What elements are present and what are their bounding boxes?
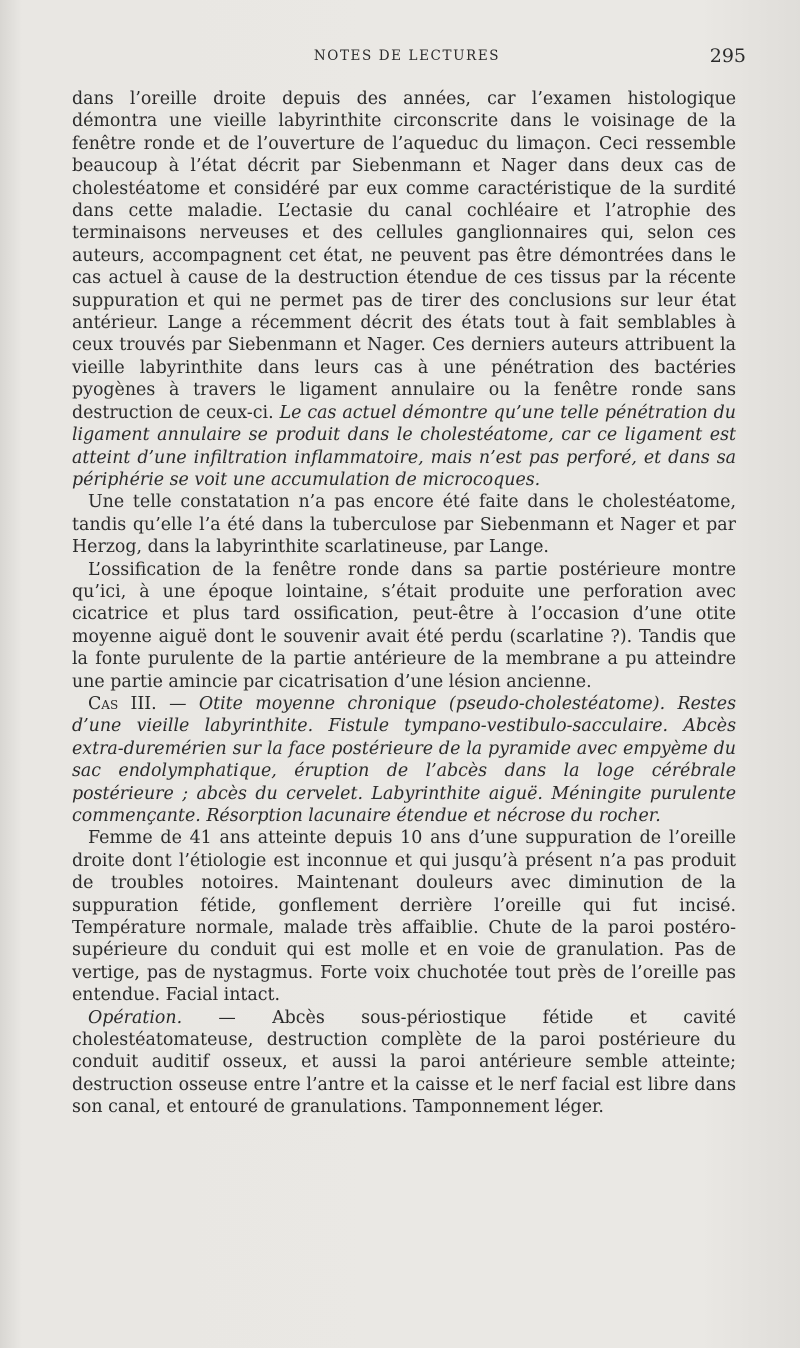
text-run: Femme de 41 ans atteinte depuis 10 ans d’une suppuration de l’oreille droite dont l’étiologie est inconnue et qui jusqu’à présent n’a pas produit de troubles notoires. Maintenant douleurs avec diminution de la suppuration fétide, gonflement derrière l’oreille qui fut incisé. Température normale, malade très affaiblie. Chute de la paroi postéro-supérieure du conduit qui est molle et en voie de granulation. Pas de vertige, pas de nystagmus. Forte voix chuchotée tout près de l’oreille pas entendue. Facial intact.: [72, 828, 736, 1006]
text-run: —: [156, 693, 199, 714]
page-number: 295: [709, 45, 746, 67]
text-run: Opération.: [88, 1007, 183, 1028]
running-head: NOTES DE LECTURES: [313, 48, 501, 64]
paragraph-p2: [72, 491, 736, 558]
page-header: [72, 45, 746, 68]
paragraph-p3: [72, 559, 736, 693]
text-run: Otite moyenne chronique (pseudo-cholestéatome). Restes d’une vieille labyrinthite. Fistule tympano-vestibulo-sacculaire. Abcès extra-duremérien sur la face postérieure de la pyramide avec empyème du sac endolymphatique, éruption de l’abcès dans la loge cérébrale postérieure ; abcès du cervelet. Labyrinthite aiguë. Méningite purulente commençante. Résorption lacunaire étendue et nécrose du rocher.: [72, 693, 736, 826]
text-run: — Abcès sous-périostique fétide et cavité cholestéatomateuse, destruction complète de la paroi postérieure du conduit auditif osseux, et aussi la paroi antérieure semble atteinte; destruction osseuse entre l’antre et la caisse et le nerf facial est libre dans son canal, et entouré de granulations. Tamponnement léger.: [72, 1007, 736, 1118]
body-text: [72, 88, 736, 1119]
text-run: Une telle constatation n’a pas encore été faite dans le cholestéatome, tandis qu’elle l’a été dans la tuberculose par Siebenmann et Nager et par Herzog, dans la labyrinthite scarlatineuse, par Lange.: [72, 492, 736, 558]
text-run: dans l’oreille droite depuis des années, car l’examen histologique démontra une vieille labyrinthite circonscrite dans le voisinage de la fenêtre ronde et de l’ouverture de l’aqueduc du limaçon. Ceci ressemble beaucoup à l’état décrit par Siebenmann et Nager dans deux cas de cholestéatome et considéré par eux comme caractéristique de la surdité dans cette maladie. L’ectasie du canal cochléaire et l’atrophie des terminaisons nerveuses et des cellules ganglionnaires qui, selon ces auteurs, accompagnent cet état, ne peuvent pas être démontrées dans le cas actuel à cause de la destruction étendue de ces tissus par la récente suppuration et qui ne permet pas de tirer des conclusions sur leur état antérieur. Lange a récemment décrit des états tout à fait semblables à ceux trouvés par Siebenmann et Nager. Ces derniers auteurs attribuent la vieille labyrinthite dans leurs cas à une pénétration des bactéries pyogènes à travers le ligament annulaire ou la fenêtre ronde sans destruction de ceux-ci.: [72, 89, 736, 423]
text-run: Le cas actuel démontre qu’une telle pénétration du ligament annulaire se produit dans le cholestéatome, car ce ligament est atteint d’une infiltration inflammatoire, mais n’est pas perforé, et dans sa périphérie se voit une accumulation de microcoques.: [72, 402, 736, 490]
text-run: L’ossification de la fenêtre ronde dans sa partie postérieure montre qu’ici, à une époque lointaine, s’était produite une perforation avec cicatrice et plus tard ossification, peut-être à l’occasion d’une otite moyenne aiguë dont le souvenir avait été perdu (scarlatine ?). Tandis que la fonte purulente de la partie antérieure de la membrane a pu atteindre une partie amincie par cicatrisation d’une lésion ancienne.: [72, 559, 736, 692]
text-run: Cas III.: [88, 693, 157, 714]
paragraph-p1: [72, 88, 736, 491]
paragraph-p5: [72, 827, 736, 1006]
paragraph-p6: [72, 1007, 736, 1119]
paragraph-p4: [72, 693, 736, 827]
